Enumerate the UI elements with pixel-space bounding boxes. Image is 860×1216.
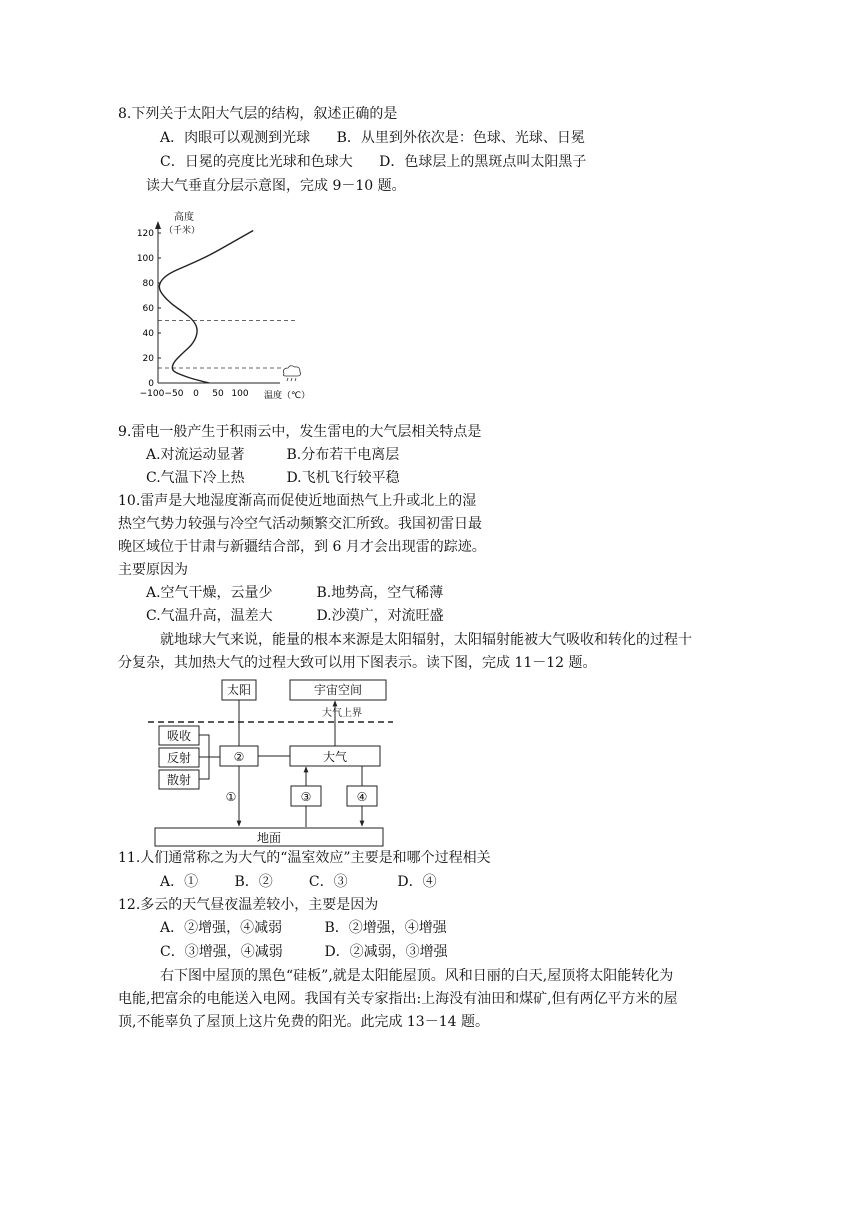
q12-option-a: A．②增强，④减弱 [160, 920, 283, 936]
q9-stem: 9.雷电一般产生于积雨云中，发生雷电的大气层相关特点是 [118, 424, 482, 440]
q10-option-b: B.地势高，空气稀薄 [316, 585, 444, 601]
scatter-label: 散射 [166, 773, 192, 787]
q9-options-row2 [146, 468, 400, 488]
x-tick-label: 50 [212, 389, 224, 399]
y-tick-label: 0 [148, 379, 154, 389]
q8-option-b: B．从里到外依次是：色球、光球、日冕 [336, 130, 585, 146]
sun-label: 太阳 [226, 683, 252, 697]
q10-stem-line2: 热空气势力较强与冷空气活动频繁交汇所致。我国初雷日最 [118, 516, 482, 532]
chart-xlabel: 温度（℃） [264, 391, 311, 401]
process-1-label: ① [225, 790, 237, 804]
intro-11-12-line2: 分复杂，其加热大气的过程大致可以用下图表示。读下图，完成 11－12 题。 [118, 655, 597, 671]
q10-options-row1 [146, 583, 443, 603]
intro-13-14-line2: 电能,把富余的电能送入电网。我国有关专家指出:上海没有油田和煤矿,但有两亿平方米的屋 [118, 991, 678, 1007]
ground-label: 地面 [256, 831, 282, 845]
temperature-curve [159, 231, 253, 384]
y-tick-label: 20 [142, 354, 154, 364]
q11-options-row [160, 872, 437, 892]
x-tick-label: −50 [164, 389, 184, 399]
q8-options-row2 [160, 152, 586, 172]
intro-11-12-line1: 就地球大气来说，能量的根本来源是太阳辐射，太阳辐射能被大气吸收和转化的过程十 [160, 632, 692, 648]
q8-stem: 8.下列关于太阳大气层的结构，叙述正确的是 [118, 106, 398, 122]
q8-option-d: D．色球层上的黑斑点叫太阳黑子 [379, 154, 587, 170]
x-tick-label: −100 [139, 389, 165, 399]
process-2-label: ② [233, 750, 245, 764]
atmosphere-heating-diagram [145, 678, 395, 850]
process-4-label: ④ [356, 790, 368, 804]
q12-options-row1 [160, 918, 447, 938]
y-tick-label: 120 [136, 229, 154, 239]
q10-stem-line3: 晚区域位于甘肃与新疆结合部，到 6 月才会出现雷的踪迹。 [118, 539, 486, 555]
q10-option-c: C.气温升高，温差大 [146, 608, 273, 624]
y-tick-label: 100 [136, 254, 154, 264]
q10-stem-line4: 主要原因为 [118, 562, 188, 578]
q9-option-a: A.对流运动显著 [146, 447, 245, 463]
q12-stem: 12.多云的天气昼夜温差较小，主要是因为 [118, 897, 379, 913]
q10-options-row2 [146, 606, 444, 626]
q9-option-d: D.飞机飞行较平稳 [286, 470, 400, 486]
q9-options-row1 [146, 445, 399, 465]
q11-option-a: A．① [160, 874, 199, 890]
x-tick-label: 100 [231, 389, 249, 399]
q12-option-b: B．②增强，④增强 [324, 920, 447, 936]
absorb-label: 吸收 [166, 729, 192, 743]
q8-options-row1 [160, 128, 585, 148]
intro-13-14-line3: 顶,不能辜负了屋顶上这片免费的阳光。此完成 13－14 题。 [118, 1014, 489, 1030]
space-label: 宇宙空间 [313, 683, 363, 697]
process-3-label: ③ [300, 790, 312, 804]
reflect-label: 反射 [166, 751, 192, 765]
q10-option-a: A.空气干燥，云量少 [146, 585, 273, 601]
chart-y-axis-arrow [155, 221, 161, 229]
q10-option-d: D.沙漠广，对流旺盛 [316, 608, 444, 624]
y-tick-label: 60 [142, 304, 154, 314]
y-tick-label: 40 [142, 329, 154, 339]
upper-boundary-label: 大气上界 [322, 708, 362, 719]
q8-option-a: A．肉眼可以观测到光球 [160, 130, 311, 146]
chart-ylabel-line1: 高度 [174, 212, 194, 223]
q11-option-c: C．③ [308, 874, 348, 890]
x-tick-label: 0 [193, 389, 199, 399]
q11-stem: 11.人们通常称之为大气的“温室效应”主要是和哪个过程相关 [118, 850, 491, 866]
q9-option-b: B.分布若干电离层 [286, 447, 400, 463]
atmosphere-label: 大气 [322, 750, 348, 764]
q12-option-c: C．③增强，④减弱 [160, 944, 283, 960]
q10-stem-line1: 10.雷声是大地湿度渐高而促使近地面热气上升或北上的湿 [118, 493, 477, 509]
q8-option-c: C．日冕的亮度比光球和色球大 [160, 154, 353, 170]
q12-option-d: D．②减弱，③增强 [324, 944, 448, 960]
intro-9-10: 读大气垂直分层示意图，完成 9－10 题。 [146, 178, 406, 194]
atmosphere-layer-chart [130, 205, 330, 405]
intro-13-14-line1: 右下图中屋顶的黑色“硅板”,就是太阳能屋顶。风和日丽的白天,屋顶将太阳能转化为 [160, 968, 674, 984]
q9-option-c: C.气温下冷上热 [146, 470, 245, 486]
q11-option-b: B．② [234, 874, 273, 890]
q11-option-d: D．④ [397, 874, 437, 890]
rain-cloud-icon [283, 366, 300, 381]
y-tick-label: 80 [142, 279, 154, 289]
chart-ylabel-line2: （千米） [164, 226, 201, 236]
q12-options-row2 [160, 942, 448, 962]
